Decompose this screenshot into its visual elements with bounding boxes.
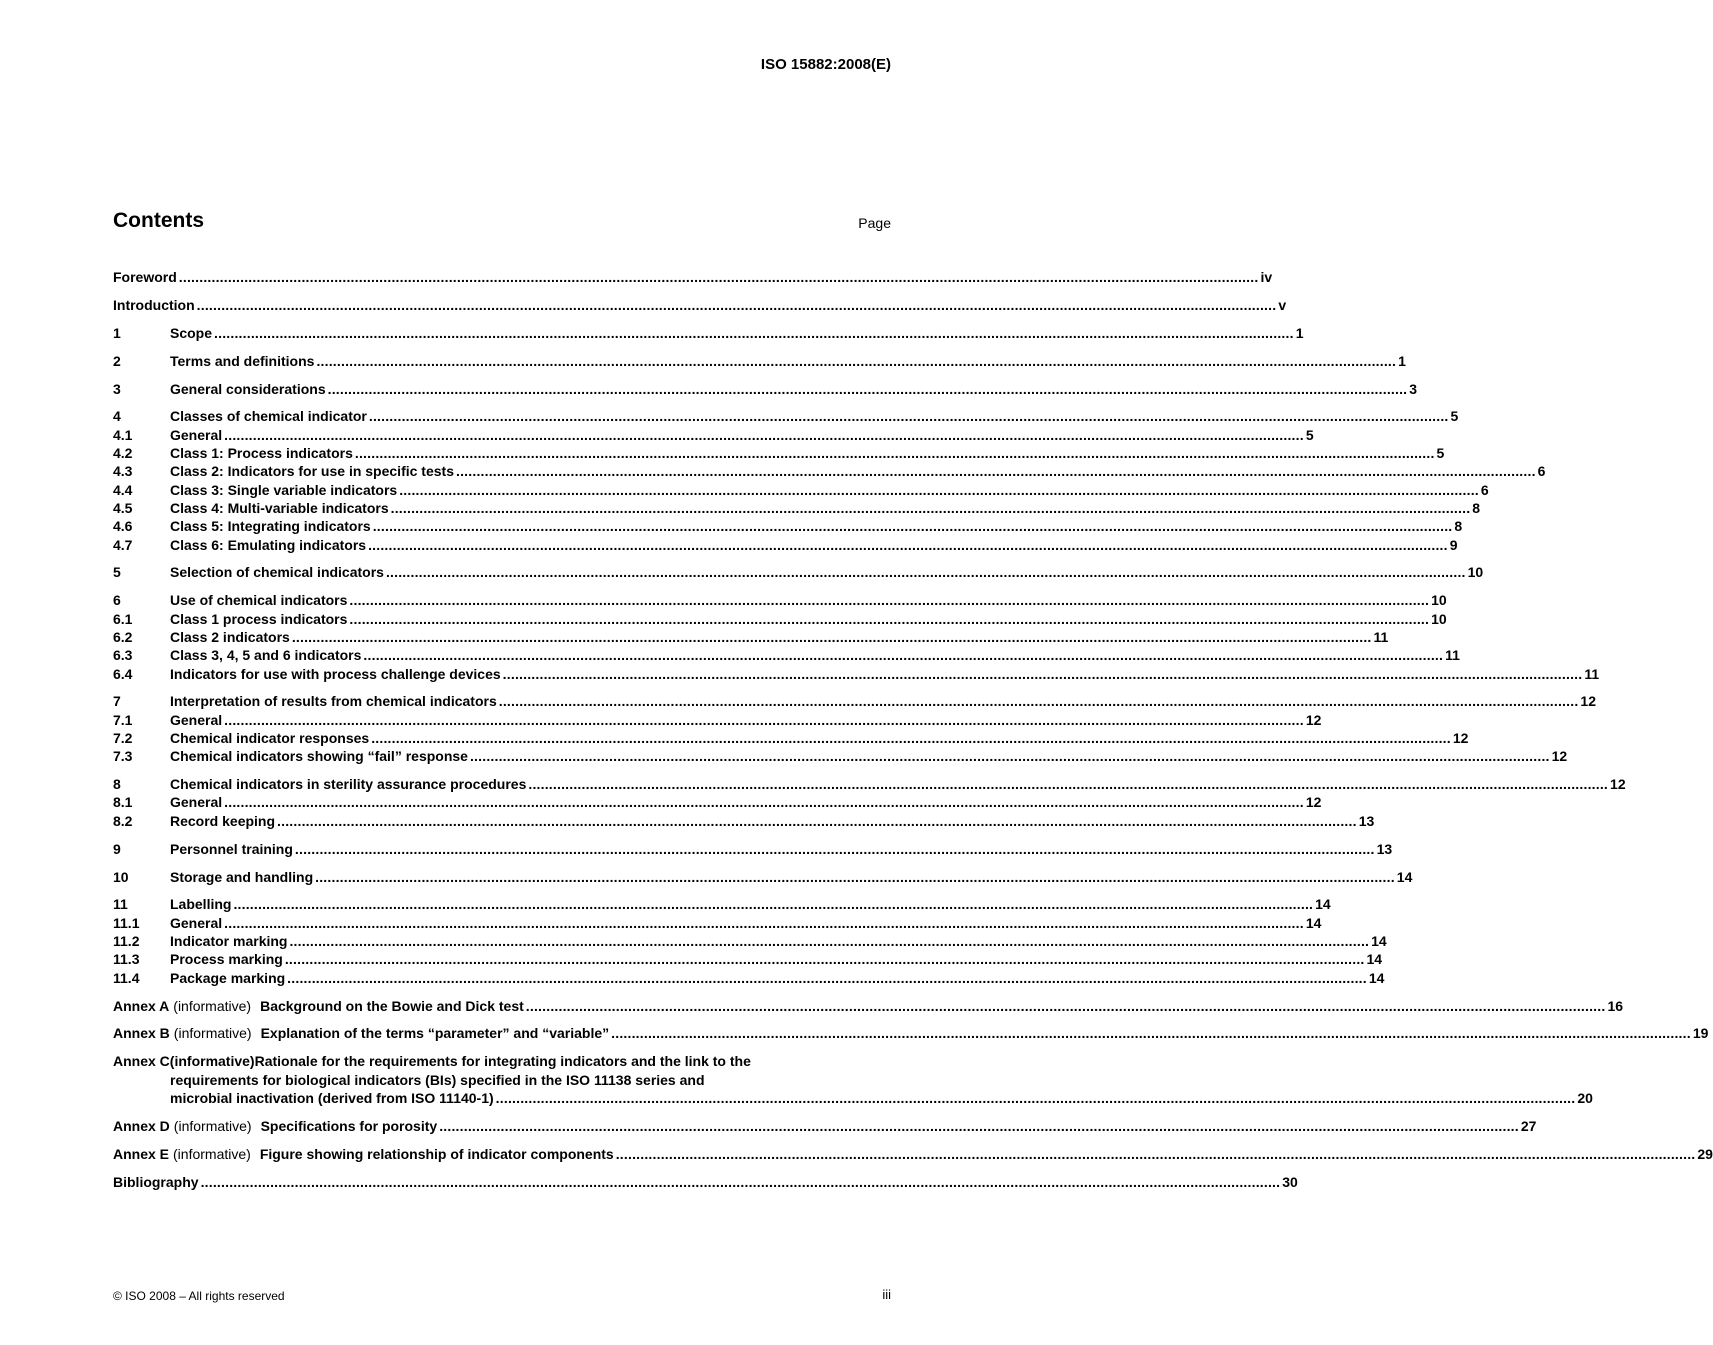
toc-annex-entry[interactable] xyxy=(113,1117,1537,1135)
toc-annex-entry[interactable] xyxy=(113,1052,1593,1107)
toc-entry-title: Class 4: Multi-variable indicators xyxy=(170,499,389,516)
toc-entry-number: 4.1 xyxy=(113,426,133,443)
toc-entry[interactable] xyxy=(113,646,1460,664)
toc-entry[interactable] xyxy=(113,444,1445,462)
toc-entry-page: 1 xyxy=(1295,324,1304,341)
toc-entry-number: 7.3 xyxy=(113,748,133,765)
toc-entry-page: 13 xyxy=(1358,812,1375,829)
toc-entry-page: 14 xyxy=(1371,933,1387,950)
toc-entry-page: 14 xyxy=(1305,914,1322,931)
toc-entry-title: General xyxy=(170,711,223,728)
dot-leader xyxy=(499,692,1579,710)
annex-title: Specifications for porosity xyxy=(260,1117,438,1134)
annex-title: Figure showing relationship of indicator components xyxy=(259,1145,614,1162)
dot-leader xyxy=(233,895,1313,913)
toc-entry[interactable] xyxy=(113,932,1387,950)
toc-entry[interactable] xyxy=(113,840,1393,858)
dot-leader xyxy=(349,610,1429,628)
annex-label: Annex C xyxy=(113,1053,170,1070)
toc-entry-title: Class 3, 4, 5 and 6 indicators xyxy=(170,647,362,664)
toc-entry-number: 4 xyxy=(113,408,121,425)
dot-leader xyxy=(179,268,1259,286)
toc-entry-page: v xyxy=(1278,296,1287,313)
toc-entry-title: Chemical indicators showing “fail” response xyxy=(170,748,468,765)
toc-entry-title: General xyxy=(170,794,223,811)
annex-label: Annex E xyxy=(113,1145,170,1162)
toc-entry-number: 6 xyxy=(113,592,121,609)
toc-entry[interactable] xyxy=(113,747,1568,765)
annex-label: Annex D xyxy=(113,1117,170,1134)
toc-entry-title: Scope xyxy=(170,324,213,341)
dot-leader xyxy=(224,793,1304,811)
toc-entry-number: 7.2 xyxy=(113,729,133,746)
toc-entry-title: Storage and handling xyxy=(170,868,314,885)
toc-entry-title: Class 1 process indicators xyxy=(170,610,348,627)
toc-entry-page: 11 xyxy=(1445,647,1460,664)
toc-entry-number: 1 xyxy=(113,324,121,341)
toc-entry-title: Indicators for use with process challenge devices xyxy=(170,665,501,682)
toc-entry-page: 6 xyxy=(1537,463,1546,480)
toc-entry-page: 12 xyxy=(1580,693,1596,710)
toc-entry-number: 6.4 xyxy=(113,665,133,682)
toc-entry[interactable] xyxy=(113,868,1413,886)
toc-entry-title: General considerations xyxy=(170,380,326,397)
toc-entry-number: 8.1 xyxy=(113,794,133,811)
dot-leader xyxy=(371,729,1451,747)
toc-entry-title: Selection of chemical indicators xyxy=(170,564,384,581)
dot-leader xyxy=(224,426,1304,444)
toc-entry-number: 4.3 xyxy=(113,463,133,480)
toc-entry[interactable] xyxy=(113,711,1322,729)
toc-entry[interactable] xyxy=(113,969,1385,987)
toc-entry-number: 11 xyxy=(113,896,128,913)
dot-leader xyxy=(214,324,1294,342)
toc-entry-number: 6.3 xyxy=(113,647,133,664)
toc-entry-page: 11 xyxy=(1373,628,1389,645)
toc-entry[interactable] xyxy=(113,665,1600,683)
dot-leader xyxy=(277,812,1357,830)
toc-annex-entry[interactable] xyxy=(113,997,1624,1015)
dot-leader xyxy=(373,517,1453,535)
annex-page: 20 xyxy=(1577,1089,1593,1106)
annex-page: 27 xyxy=(1520,1117,1537,1134)
dot-leader xyxy=(368,536,1448,554)
toc-entry-page: 14 xyxy=(1315,896,1331,913)
toc-entry-page: 12 xyxy=(1305,794,1322,811)
toc-entry-number: 4.6 xyxy=(113,518,133,535)
toc-entry-page: 1 xyxy=(1398,352,1406,369)
toc-entry-title: Class 2: Indicators for use in specific tests xyxy=(170,463,454,480)
toc-entry-bibliography[interactable] xyxy=(113,1173,1298,1191)
toc-entry-number: 9 xyxy=(113,840,121,857)
toc-entry-title: Foreword xyxy=(113,269,177,285)
page-column-label: Page xyxy=(858,215,891,231)
toc-entry-title: Class 3: Single variable indicators xyxy=(170,481,398,498)
dot-leader xyxy=(470,747,1550,765)
toc-entry-title: General xyxy=(170,914,223,931)
toc-entry-title: Chemical indicators in sterility assurance procedures xyxy=(170,776,527,793)
annex-type: (informative) xyxy=(173,1117,252,1134)
dot-leader xyxy=(316,352,1396,370)
toc-entry-page: 10 xyxy=(1467,564,1484,581)
toc-entry-title: Class 6: Emulating indicators xyxy=(170,536,367,553)
toc-entry[interactable] xyxy=(113,692,1596,710)
dot-leader xyxy=(197,296,1277,314)
toc-entry-number: 11.2 xyxy=(113,933,140,950)
toc-entry[interactable] xyxy=(113,610,1447,628)
dot-leader xyxy=(369,407,1449,425)
dot-leader xyxy=(528,775,1608,793)
toc-entry-number: 7.1 xyxy=(113,711,133,728)
toc-entry-number: 8.2 xyxy=(113,812,133,829)
toc-entry-page: 11 xyxy=(1584,665,1600,682)
toc-entry-number: 11.3 xyxy=(113,951,140,968)
toc-entry-title: Labelling xyxy=(170,896,232,913)
toc-entry-number: 4.2 xyxy=(113,445,133,462)
toc-annex-entry[interactable] xyxy=(113,1024,1709,1042)
annex-type: (informative) xyxy=(173,1145,251,1162)
dot-leader xyxy=(399,481,1479,499)
toc-entry[interactable] xyxy=(113,793,1322,811)
toc-entry[interactable] xyxy=(113,563,1484,581)
toc-entry-number: 8 xyxy=(113,776,121,793)
annex-type: (informative) xyxy=(169,1053,255,1070)
toc-entry-page: 14 xyxy=(1368,969,1385,986)
table-of-contents xyxy=(113,268,1713,1191)
toc-entry-title: Bibliography xyxy=(113,1173,199,1190)
toc-entry[interactable] xyxy=(113,914,1322,932)
annex-page: 19 xyxy=(1692,1025,1709,1042)
dot-leader xyxy=(456,462,1536,480)
dot-leader xyxy=(292,628,1372,646)
toc-entry-page: iv xyxy=(1260,269,1273,285)
dot-leader xyxy=(295,840,1375,858)
toc-annex-entry[interactable] xyxy=(113,1145,1713,1163)
toc-entry-title: Record keeping xyxy=(170,812,276,829)
dot-leader xyxy=(285,950,1365,968)
toc-entry[interactable] xyxy=(113,499,1481,517)
toc-entry-title: Package marking xyxy=(170,969,286,986)
toc-entry[interactable] xyxy=(113,296,1287,314)
dot-leader xyxy=(363,646,1443,664)
toc-entry-number: 5 xyxy=(113,564,121,581)
toc-entry-page: 12 xyxy=(1452,729,1469,746)
toc-entry-title: Use of chemical indicators xyxy=(170,592,348,609)
annex-type: (informative) xyxy=(173,1025,252,1042)
dot-leader xyxy=(349,591,1429,609)
toc-entry-number: 11.1 xyxy=(113,914,140,931)
annex-title-line: Rationale for the requirements for integrating indicators and the link to the xyxy=(254,1053,751,1070)
toc-entry[interactable] xyxy=(113,812,1375,830)
dot-leader xyxy=(289,932,1369,950)
toc-entry-title: Introduction xyxy=(113,296,195,313)
toc-entry-title: Interpretation of results from chemical indicators xyxy=(170,693,497,710)
toc-entry[interactable] xyxy=(113,324,1304,342)
toc-entry-page: 5 xyxy=(1305,426,1314,443)
toc-entry-title: Process marking xyxy=(170,951,283,968)
toc-entry-title: Classes of chemical indicator xyxy=(170,408,367,425)
toc-entry-page: 3 xyxy=(1409,380,1418,397)
dot-leader xyxy=(439,1117,1519,1135)
toc-entry-page: 14 xyxy=(1396,868,1413,885)
toc-entry-number: 3 xyxy=(113,380,121,397)
toc-entry-page: 12 xyxy=(1551,748,1568,765)
toc-entry-title: Personnel training xyxy=(170,840,293,857)
toc-entry-number: 10 xyxy=(113,868,129,885)
toc-entry-page: 8 xyxy=(1472,499,1481,516)
toc-entry[interactable] xyxy=(113,729,1469,747)
toc-entry-number: 2 xyxy=(113,352,121,369)
toc-entry-title: Class 5: Integrating indicators xyxy=(170,518,371,535)
contents-title: Contents xyxy=(113,209,204,232)
dot-leader xyxy=(201,1173,1281,1191)
toc-entry-page: 10 xyxy=(1431,610,1447,627)
toc-entry-number: 4.4 xyxy=(113,481,133,498)
toc-entry-page: 8 xyxy=(1454,518,1463,535)
dot-leader xyxy=(328,380,1408,398)
annex-page: 16 xyxy=(1607,997,1624,1014)
dot-leader xyxy=(224,914,1304,932)
dot-leader xyxy=(315,868,1395,886)
annex-title-line: microbial inactivation (derived from ISO 11140-1) xyxy=(170,1089,494,1106)
annex-type: (informative) xyxy=(173,997,252,1014)
toc-entry-title: Terms and definitions xyxy=(170,352,315,369)
dot-leader xyxy=(287,969,1367,987)
toc-entry-number: 4.7 xyxy=(113,536,133,553)
dot-leader xyxy=(503,665,1583,683)
dot-leader xyxy=(611,1024,1691,1042)
toc-entry-page: 5 xyxy=(1436,445,1445,462)
annex-title-line: requirements for biological indicators (BIs) specified in the ISO 11138 series and xyxy=(170,1071,705,1088)
dot-leader xyxy=(224,711,1304,729)
toc-entry-page: 5 xyxy=(1450,408,1459,425)
annex-label: Annex A xyxy=(113,997,170,1014)
dot-leader xyxy=(526,997,1606,1015)
dot-leader xyxy=(386,563,1466,581)
toc-entry-page: 10 xyxy=(1431,592,1447,609)
toc-entry[interactable] xyxy=(113,462,1546,480)
annex-title: Background on the Bowie and Dick test xyxy=(260,997,524,1014)
toc-entry-page: 14 xyxy=(1366,951,1383,968)
dot-leader xyxy=(355,444,1435,462)
toc-entry-number: 7 xyxy=(113,693,121,710)
toc-entry-title: Class 2 indicators xyxy=(170,628,290,645)
dot-leader xyxy=(496,1089,1576,1107)
toc-entry[interactable] xyxy=(113,536,1458,554)
toc-entry[interactable] xyxy=(113,950,1383,968)
standard-id: ISO 15882:2008(E) xyxy=(760,56,891,73)
toc-entry[interactable] xyxy=(113,426,1314,444)
copyright-notice: © ISO 2008 – All rights reserved xyxy=(113,1289,285,1303)
toc-entry-number: 6.2 xyxy=(113,628,133,645)
toc-entry[interactable] xyxy=(113,775,1626,793)
page-number: iii xyxy=(882,1287,891,1302)
dot-leader xyxy=(391,499,1471,517)
toc-entry[interactable] xyxy=(113,407,1459,425)
toc-entry[interactable] xyxy=(113,895,1331,913)
annex-label: Annex B xyxy=(113,1025,170,1042)
toc-entry[interactable] xyxy=(113,352,1406,370)
dot-leader xyxy=(616,1145,1696,1163)
toc-entry[interactable] xyxy=(113,591,1447,609)
toc-entry[interactable] xyxy=(113,380,1418,398)
toc-entry[interactable] xyxy=(113,628,1389,646)
toc-entry-page: 12 xyxy=(1610,776,1626,793)
toc-entry-page: 9 xyxy=(1449,536,1458,553)
toc-entry[interactable] xyxy=(113,481,1489,499)
annex-page: 29 xyxy=(1697,1145,1713,1162)
toc-entry-number: 11.4 xyxy=(113,969,140,986)
toc-entry[interactable] xyxy=(113,268,1273,286)
toc-entry-title: General xyxy=(170,426,223,443)
toc-entry-page: 13 xyxy=(1376,840,1393,857)
toc-entry-page: 12 xyxy=(1305,711,1322,728)
toc-entry[interactable] xyxy=(113,517,1463,535)
toc-entry-number: 4.5 xyxy=(113,499,133,516)
toc-entry-title: Chemical indicator responses xyxy=(170,729,370,746)
toc-entry-page: 6 xyxy=(1480,481,1489,498)
toc-entry-number: 6.1 xyxy=(113,610,133,627)
toc-entry-page: 30 xyxy=(1282,1173,1298,1190)
toc-entry-title: Indicator marking xyxy=(170,933,288,950)
toc-entry-title: Class 1: Process indicators xyxy=(170,445,353,462)
annex-title: Explanation of the terms “parameter” and “variable” xyxy=(260,1025,610,1042)
